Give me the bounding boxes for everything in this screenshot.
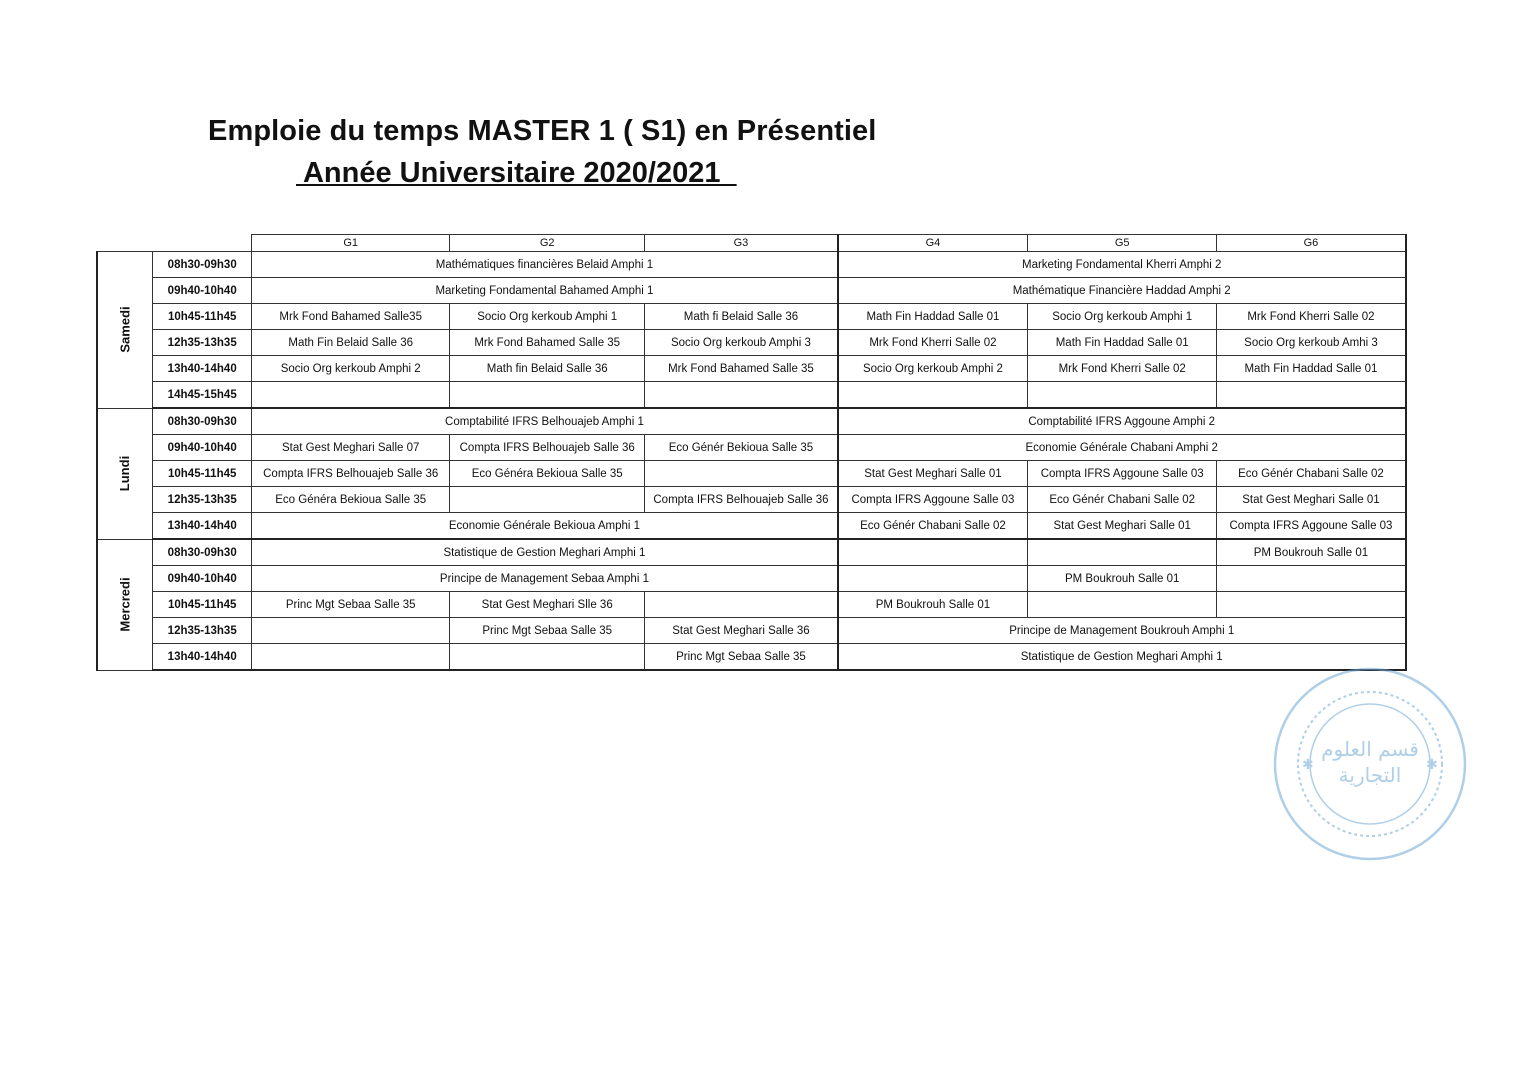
course-cell: Mathématique Financière Haddad Amphi 2: [838, 278, 1406, 304]
course-cell: Stat Gest Meghari Salle 01: [838, 461, 1028, 487]
group-header: G4: [838, 235, 1028, 252]
time-slot: 10h45-11h45: [153, 592, 252, 618]
course-cell: Economie Générale Chabani Amphi 2: [838, 435, 1406, 461]
time-slot: 09h40-10h40: [153, 435, 252, 461]
course-cell: Math Fin Belaid Salle 36: [252, 330, 450, 356]
time-slot: 10h45-11h45: [153, 461, 252, 487]
time-slot: 13h40-14h40: [153, 513, 252, 540]
empty-cell: [1217, 566, 1406, 592]
time-slot: 09h40-10h40: [153, 278, 252, 304]
timetable-row: [97, 330, 1406, 356]
group-header: G3: [645, 235, 838, 252]
course-cell: Economie Générale Bekioua Amphi 1: [252, 513, 838, 540]
timetable-row: [97, 435, 1406, 461]
day-name: Mercredi: [117, 577, 133, 632]
course-cell: Socio Org kerkoub Amphi 1: [450, 304, 645, 330]
timetable-row: [97, 382, 1406, 409]
course-cell: Mrk Fond Kherri Salle 02: [1217, 304, 1406, 330]
timetable-row: [97, 461, 1406, 487]
timetable-row: [97, 356, 1406, 382]
empty-cell: [1028, 539, 1217, 566]
course-cell: Marketing Fondamental Kherri Amphi 2: [838, 252, 1406, 278]
timetable-row: [97, 252, 1406, 278]
empty-cell: [1028, 382, 1217, 409]
time-slot: 08h30-09h30: [153, 408, 252, 435]
course-cell: Compta IFRS Aggoune Salle 03: [1028, 461, 1217, 487]
course-cell: Compta IFRS Aggoune Salle 03: [838, 487, 1028, 513]
svg-text:✱: ✱: [1426, 756, 1438, 772]
course-cell: Principe de Management Boukrouh Amphi 1: [838, 618, 1406, 644]
time-slot: 12h35-13h35: [153, 330, 252, 356]
time-slot: 12h35-13h35: [153, 487, 252, 513]
day-label: [97, 252, 153, 409]
timetable-row: [97, 592, 1406, 618]
empty-cell: [645, 461, 838, 487]
course-cell: Compta IFRS Belhouajeb Salle 36: [252, 461, 450, 487]
group-header: G6: [1217, 235, 1406, 252]
timetable-row: [97, 487, 1406, 513]
course-cell: Principe de Management Sebaa Amphi 1: [252, 566, 838, 592]
course-cell: Comptabilité IFRS Belhouajeb Amphi 1: [252, 408, 838, 435]
course-cell: Math Fin Haddad Salle 01: [1028, 330, 1217, 356]
course-cell: Mrk Fond Bahamed Salle 35: [450, 330, 645, 356]
course-cell: Statistique de Gestion Meghari Amphi 1: [838, 644, 1406, 671]
department-seal-icon: [1270, 664, 1470, 864]
timetable-row: [97, 278, 1406, 304]
course-cell: Socio Org kerkoub Amphi 1: [1028, 304, 1217, 330]
day-name: Samedi: [117, 306, 133, 353]
group-header: G1: [252, 235, 450, 252]
timetable: [96, 234, 1407, 671]
course-cell: Compta IFRS Belhouajeb Salle 36: [645, 487, 838, 513]
course-cell: Socio Org kerkoub Amhi 3: [1217, 330, 1406, 356]
course-cell: PM Boukrouh Salle 01: [1217, 539, 1406, 566]
course-cell: Socio Org kerkoub Amphi 2: [838, 356, 1028, 382]
course-cell: Princ Mgt Sebaa Salle 35: [450, 618, 645, 644]
empty-cell: [838, 382, 1028, 409]
empty-cell: [645, 592, 838, 618]
time-slot: 10h45-11h45: [153, 304, 252, 330]
course-cell: Stat Gest Meghari Salle 01: [1217, 487, 1406, 513]
time-slot: 12h35-13h35: [153, 618, 252, 644]
time-slot: 09h40-10h40: [153, 566, 252, 592]
course-cell: Marketing Fondamental Bahamed Amphi 1: [252, 278, 838, 304]
group-header: G5: [1028, 235, 1217, 252]
course-cell: Compta IFRS Belhouajeb Salle 36: [450, 435, 645, 461]
empty-cell: [252, 644, 450, 671]
course-cell: Mrk Fond Bahamed Salle 35: [645, 356, 838, 382]
day-label: [97, 539, 153, 670]
course-cell: Eco Généra Bekioua Salle 35: [450, 461, 645, 487]
course-cell: Statistique de Gestion Meghari Amphi 1: [252, 539, 838, 566]
page-subtitle: Année Universitaire 2020/2021: [296, 157, 737, 189]
empty-cell: [838, 566, 1028, 592]
course-cell: Math Fin Haddad Salle 01: [838, 304, 1028, 330]
course-cell: Math Fin Haddad Salle 01: [1217, 356, 1406, 382]
corner-blank: [153, 235, 252, 252]
course-cell: Socio Org kerkoub Amphi 3: [645, 330, 838, 356]
course-cell: Stat Gest Meghari Salle 36: [645, 618, 838, 644]
timetable-row: [97, 566, 1406, 592]
time-slot: 08h30-09h30: [153, 252, 252, 278]
course-cell: Eco Généra Bekioua Salle 35: [252, 487, 450, 513]
empty-cell: [252, 382, 450, 409]
course-cell: Mrk Fond Kherri Salle 02: [838, 330, 1028, 356]
course-cell: Stat Gest Meghari Slle 36: [450, 592, 645, 618]
course-cell: PM Boukrouh Salle 01: [838, 592, 1028, 618]
course-cell: Mrk Fond Bahamed Salle35: [252, 304, 450, 330]
timetable-row: [97, 304, 1406, 330]
course-cell: PM Boukrouh Salle 01: [1028, 566, 1217, 592]
course-cell: Eco Génér Chabani Salle 02: [1217, 461, 1406, 487]
page-title: Emploie du temps MASTER 1 ( S1) en Présentiel: [208, 115, 877, 147]
course-cell: Stat Gest Meghari Salle 01: [1028, 513, 1217, 540]
empty-cell: [645, 382, 838, 409]
course-cell: Comptabilité IFRS Aggoune Amphi 2: [838, 408, 1406, 435]
empty-cell: [450, 487, 645, 513]
empty-cell: [1028, 592, 1217, 618]
timetable-row: [97, 513, 1406, 540]
empty-cell: [252, 618, 450, 644]
timetable-row: [97, 539, 1406, 566]
course-cell: Math fin Belaid Salle 36: [450, 356, 645, 382]
course-cell: Eco Génér Bekioua Salle 35: [645, 435, 838, 461]
course-cell: Mrk Fond Kherri Salle 02: [1028, 356, 1217, 382]
course-cell: Stat Gest Meghari Salle 07: [252, 435, 450, 461]
time-slot: 13h40-14h40: [153, 644, 252, 671]
empty-cell: [450, 644, 645, 671]
course-cell: Mathématiques financières Belaid Amphi 1: [252, 252, 838, 278]
timetable-row: [97, 644, 1406, 671]
timetable-body: [97, 252, 1406, 671]
empty-cell: [838, 539, 1028, 566]
day-label: [97, 408, 153, 539]
course-cell: Socio Org kerkoub Amphi 2: [252, 356, 450, 382]
empty-cell: [1217, 382, 1406, 409]
group-header: G2: [450, 235, 645, 252]
day-name: Lundi: [117, 455, 133, 492]
empty-cell: [450, 382, 645, 409]
svg-text:✱: ✱: [1302, 756, 1314, 772]
course-cell: Princ Mgt Sebaa Salle 35: [645, 644, 838, 671]
course-cell: Eco Génér Chabani Salle 02: [838, 513, 1028, 540]
group-header-row: [97, 235, 1406, 252]
svg-text:التجارية: التجارية: [1338, 763, 1402, 787]
course-cell: Princ Mgt Sebaa Salle 35: [252, 592, 450, 618]
timetable-row: [97, 618, 1406, 644]
course-cell: Eco Génér Chabani Salle 02: [1028, 487, 1217, 513]
corner-blank: [97, 235, 153, 252]
timetable-row: [97, 408, 1406, 435]
course-cell: Compta IFRS Aggoune Salle 03: [1217, 513, 1406, 540]
time-slot: 13h40-14h40: [153, 356, 252, 382]
course-cell: Math fi Belaid Salle 36: [645, 304, 838, 330]
svg-text:قسم العلوم: قسم العلوم: [1321, 737, 1419, 761]
time-slot: 14h45-15h45: [153, 382, 252, 409]
empty-cell: [1217, 592, 1406, 618]
time-slot: 08h30-09h30: [153, 539, 252, 566]
